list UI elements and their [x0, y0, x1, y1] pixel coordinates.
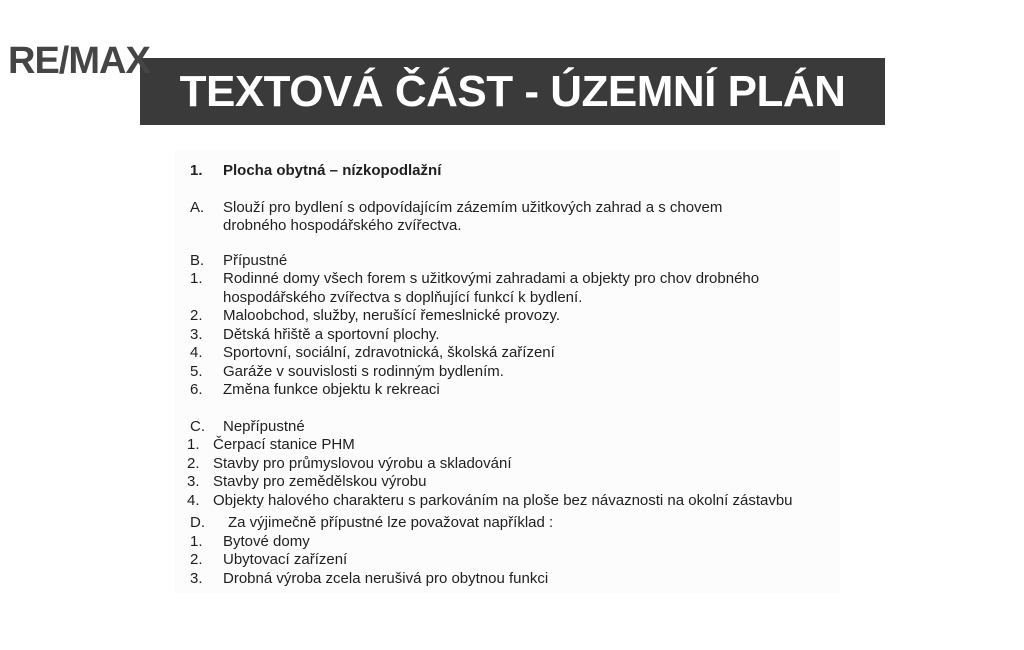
- item-text: Změna funkce objektu k rekreaci: [223, 381, 440, 398]
- item-text: Čerpací stanice PHM: [213, 436, 355, 453]
- list-item: [190, 307, 840, 326]
- item-text: Sportovní, sociální, zdravotnická, školská zařízení: [223, 344, 555, 361]
- item-text: Maloobchod, služby, nerušící řemeslnické provozy.: [223, 307, 561, 324]
- heading-text: Plocha obytná – nízkopodlažní: [223, 162, 442, 179]
- item-label: B.: [190, 251, 205, 269]
- item-text: Slouží pro bydlení s odpovídajícím zázemím užitkových zahrad a s chovem drobného hospodářského zvířectva.: [223, 198, 723, 234]
- doc-heading: [190, 162, 840, 181]
- item-text: Drobná výroba zcela nerušivá pro obytnou funkci: [223, 569, 549, 587]
- item-label: 3.: [190, 569, 203, 587]
- item-text: Objekty halového charakteru s parkováním na ploše bez návaznosti na okolní zástavbu: [213, 491, 793, 509]
- item-text: Ubytovací zařízení: [223, 551, 348, 568]
- list-item: [190, 551, 840, 570]
- item-label: 1.: [187, 436, 200, 453]
- item-label: 5.: [190, 362, 203, 380]
- item-label: 3.: [190, 325, 203, 343]
- list-item: [187, 436, 840, 455]
- heading-number: 1.: [190, 162, 203, 179]
- list-item: [190, 418, 840, 437]
- list-item: [187, 491, 840, 511]
- item-label: 4.: [190, 344, 203, 361]
- item-text: Bytové domy: [223, 532, 310, 550]
- item-label: 3.: [187, 473, 200, 490]
- item-label: C.: [190, 417, 205, 435]
- list-item: [190, 344, 840, 363]
- item-label: D.: [190, 514, 205, 531]
- item-label: 2.: [190, 551, 203, 568]
- section-d: [190, 514, 840, 588]
- section-b: [190, 252, 840, 400]
- list-item: [190, 381, 840, 400]
- document-scan: [175, 150, 840, 593]
- list-item: [190, 326, 840, 345]
- list-item: [187, 473, 840, 492]
- section-c: [187, 417, 840, 511]
- item-label: 1.: [190, 532, 203, 550]
- list-item: [190, 270, 840, 307]
- item-text: Za výjimečně přípustné lze považovat například :: [228, 514, 554, 531]
- item-label: 2.: [187, 454, 200, 472]
- title-banner: [140, 58, 885, 125]
- list-item: [190, 533, 840, 552]
- item-text: Garáže v souvislosti s rodinným bydlením.: [223, 362, 504, 380]
- item-label: 6.: [190, 381, 203, 398]
- item-text: Nepřípustné: [223, 417, 305, 435]
- section-a: [190, 199, 840, 236]
- list-item: [190, 570, 840, 589]
- item-label: A.: [190, 198, 205, 216]
- item-text: Přípustné: [223, 251, 288, 269]
- list-item: [187, 454, 840, 474]
- list-item: [190, 363, 840, 382]
- list-item: [190, 252, 840, 271]
- item-text: Rodinné domy všech forem s užitkovými zahradami a objekty pro chov drobného hospodářského zvířectva s doplňující funkcí k bydlení.: [223, 270, 760, 306]
- list-item: [190, 514, 840, 533]
- remax-logo: RE/MAX: [8, 40, 150, 82]
- item-text: Dětská hřiště a sportovní plochy.: [223, 325, 440, 343]
- item-label: 4.: [187, 491, 200, 509]
- item-text: Stavby pro průmyslovou výrobu a skladování: [213, 454, 512, 472]
- banner-title: TEXTOVÁ ČÁST - ÚZEMNÍ PLÁN: [179, 66, 846, 116]
- item-label: 1.: [190, 270, 203, 287]
- item-label: 2.: [190, 307, 203, 324]
- item-text: Stavby pro zemědělskou výrobu: [213, 473, 427, 490]
- list-item: [190, 199, 840, 236]
